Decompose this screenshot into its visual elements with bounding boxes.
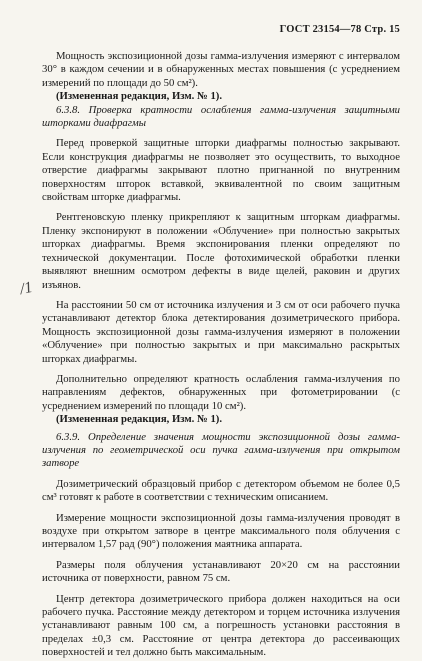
paragraph: Рентгеновскую пленку прикрепляют к защитным шторкам диафрагмы. Пленку экспонируют в положении «Облучение» при полностью закрытых шторках диафрагмы. Время экспонирования пленки определяют по технической документации. После фотохимической обработки пленки выявляют внешним осмотром дефекты в виде щелей, раковин и других изъянов. bbox=[42, 211, 400, 291]
paragraph: Перед проверкой защитные шторки диафрагмы полностью закрывают. Если конструкция диафрагмы не позволяет это осуществить, то выходное отверстие диафрагмы закрывают плотно пригнанной по внутренним поверхностям шторок вставкой, эквивалентной по своим защитным свойствам шторке диафрагмы. bbox=[42, 137, 400, 204]
page-header: ГОСТ 23154—78 Стр. 15 bbox=[279, 24, 400, 35]
handwritten-margin-mark: /1 bbox=[18, 278, 34, 299]
paragraph: Дополнительно определяют кратность ослабления гамма-излучения по направлениям дефектов, обнаруженных при фотометрировании (с усреднением измерений по площади 10 см²). bbox=[42, 372, 400, 412]
document-body bbox=[42, 50, 400, 660]
paragraph: Центр детектора дозиметрического прибора должен находиться на оси рабочего пучка. Расстояние между детектором и торцем источника излучения устанавливают равным 100 см, а погрешность установки расстояния в пределах ±0,3 см. Расстояние от центра детектора до рассеивающих поверхностей и тел должно быть максимальным. bbox=[42, 592, 400, 659]
paragraph: Дозиметрический образцовый прибор с детектором объемом не более 0,5 см³ готовят к работе в соответствии с техническим описанием. bbox=[42, 477, 400, 504]
paragraph: Размеры поля облучения устанавливают 20×20 см на расстоянии источника от поверхности, равном 75 см. bbox=[42, 558, 400, 585]
paragraph: Измерение мощности экспозиционной дозы гамма-излучения проводят в воздухе при открытом затворе в центре максимального поля облучения с интервалом 1,57 рад (90°) положения маятника аппарата. bbox=[42, 511, 400, 551]
amendment-note: (Измененная редакция, Изм. № 1). bbox=[56, 90, 223, 103]
section-heading-6-3-9: 6.3.9. Определение значения мощности экспозиционной дозы гамма-излучения по геометрической оси пучка гамма-излучения при открытом затворе bbox=[42, 430, 400, 470]
section-heading-6-3-8: 6.3.8. Проверка кратности ослабления гамма-излучения защитными шторками диафрагмы bbox=[42, 103, 400, 130]
paragraph: Мощность экспозиционной дозы гамма-излучения измеряют с интервалом 30° в каждом сечении и в обнаруженных местах повышения (с усреднением измерений по площади до 50 см²). bbox=[42, 50, 400, 89]
amendment-note: (Измененная редакция, Изм. № 1). bbox=[56, 413, 223, 426]
paragraph: На расстоянии 50 см от источника излучения и 3 см от оси рабочего пучка устанавливают детектор блока детектирования дозиметрического прибора. Мощность экспозиционной дозы гамма-излучения измеряют в положении «Облучение» при полностью закрытых и при максимально раскрытых шторках диафрагмы. bbox=[42, 298, 400, 365]
